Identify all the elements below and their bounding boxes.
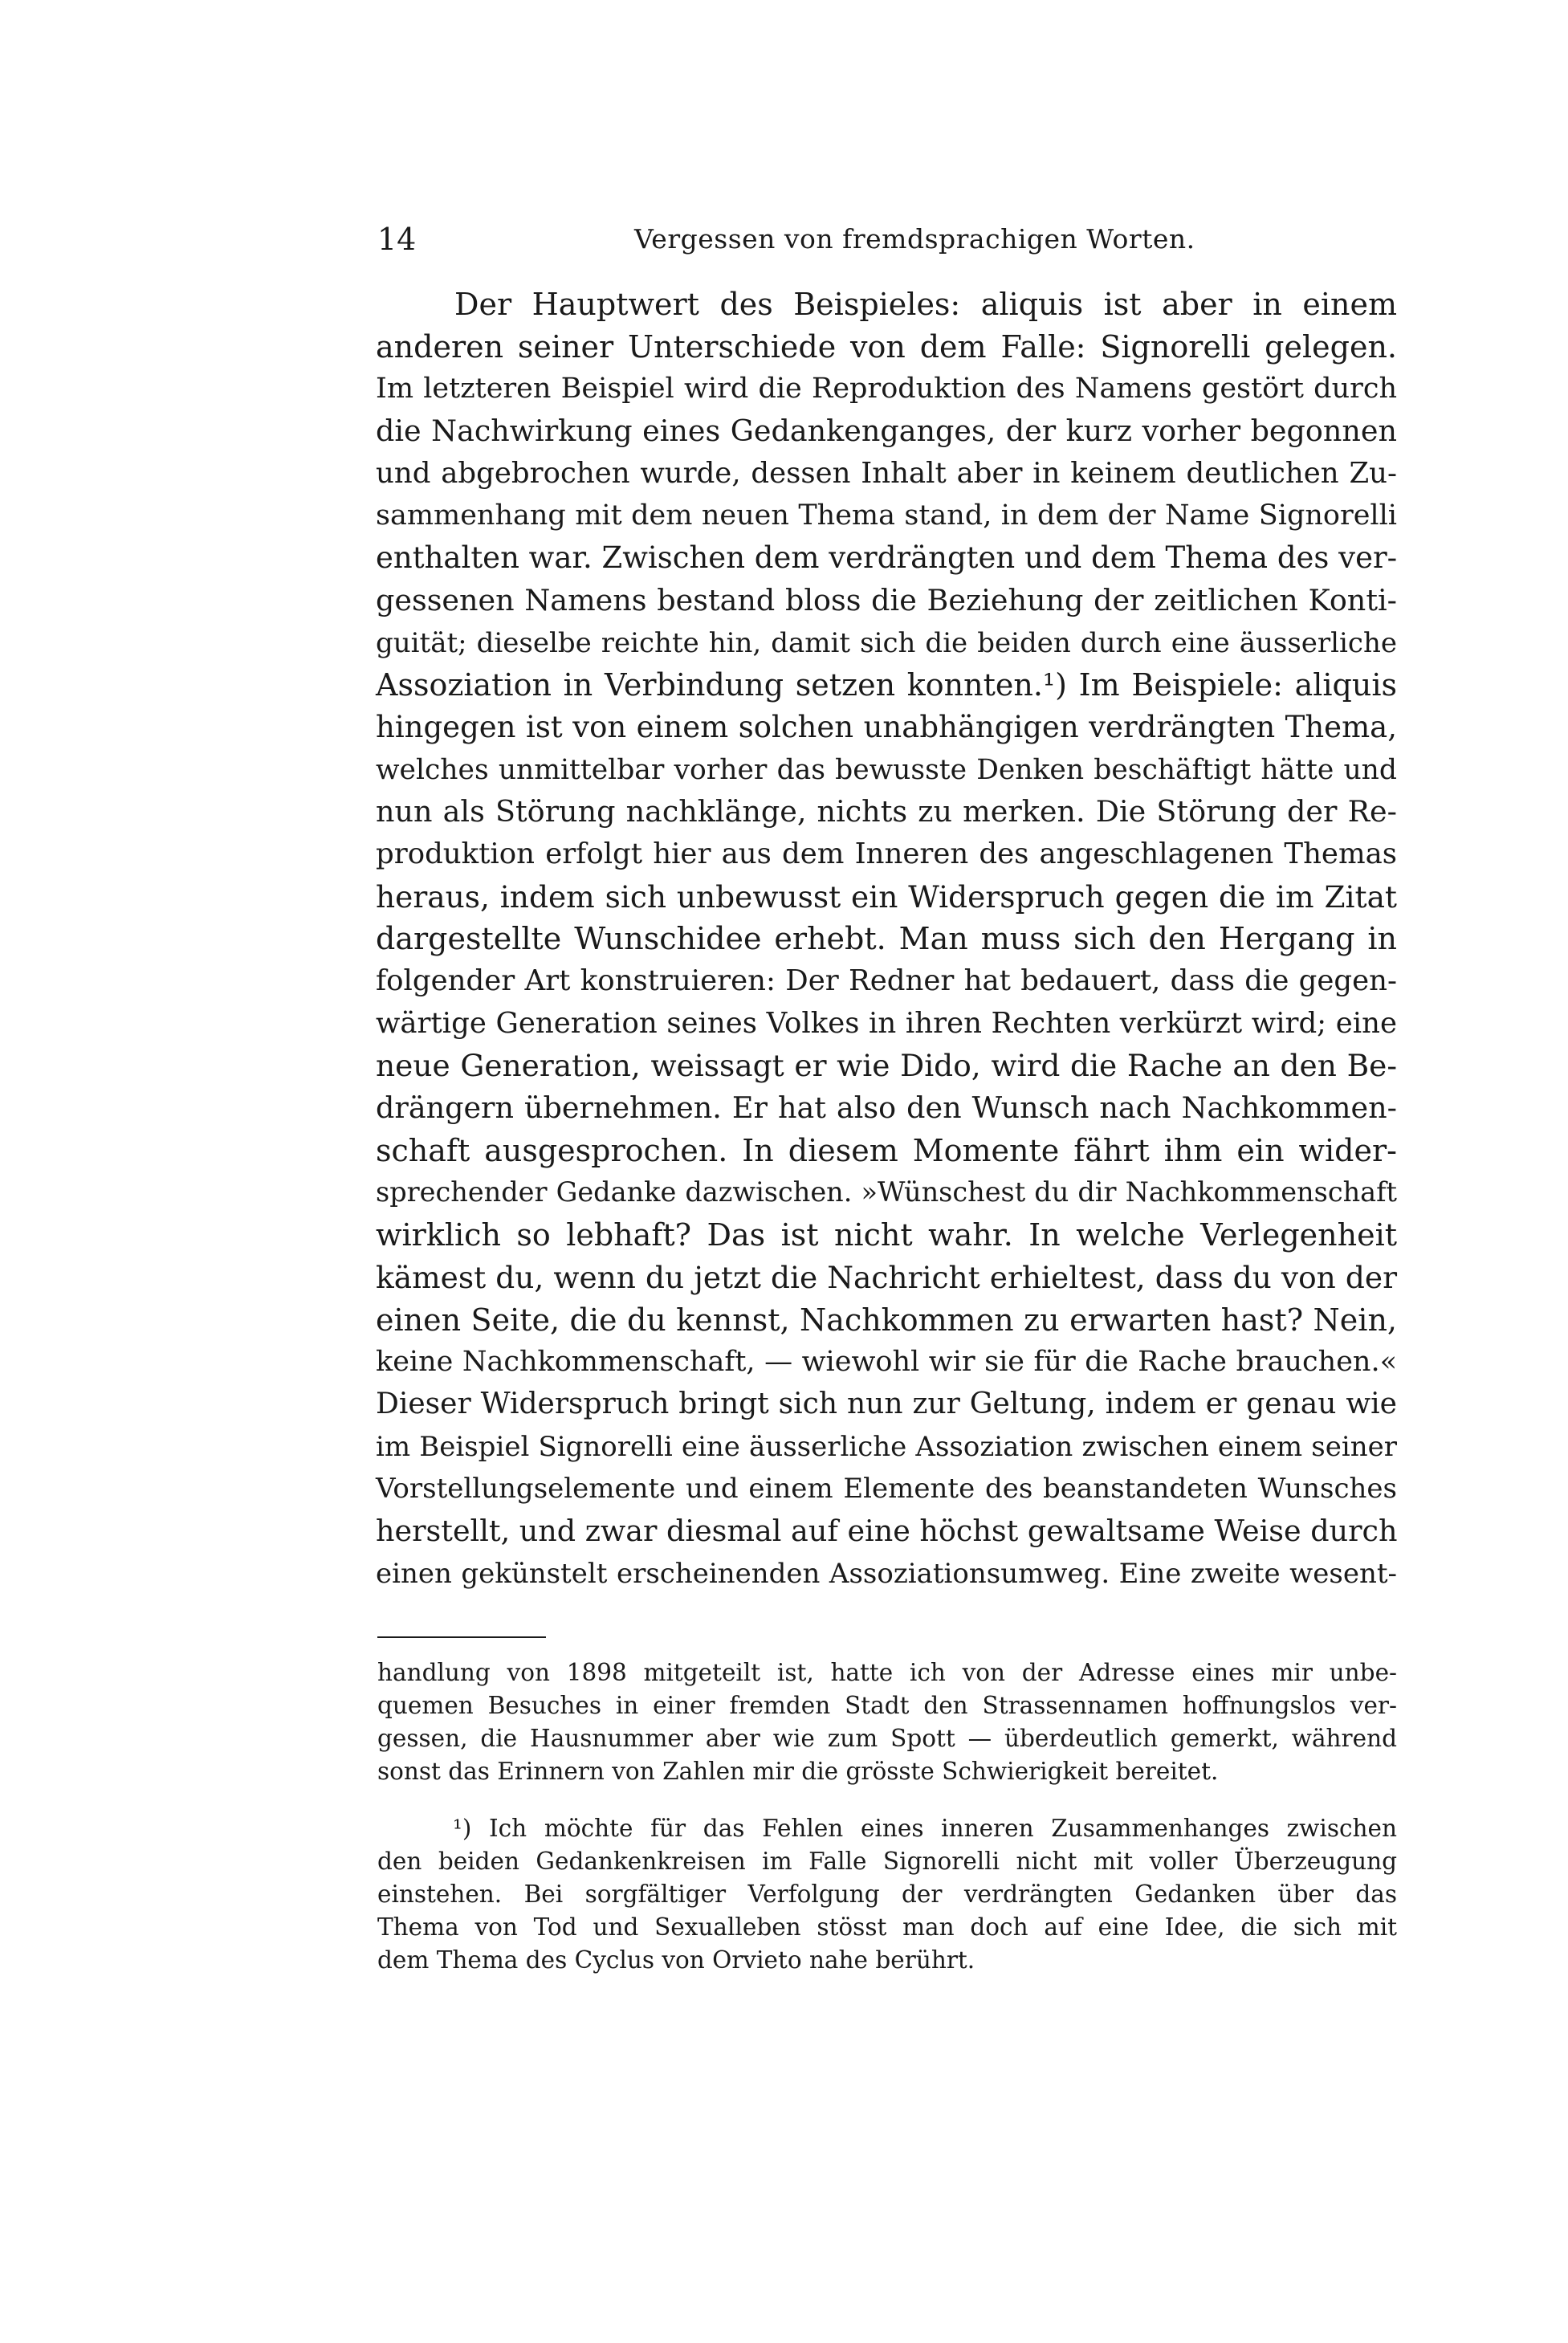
footnote-line: gessen, die Hausnummer aber wie zum Spott — überdeutlich gemerkt, während	[377, 1725, 1397, 1752]
text-line: hingegen ist von einem solchen unabhängigen verdrängten Thema,	[376, 709, 1397, 744]
running-title: Vergessen von fremdsprachigen Worten.	[634, 223, 1195, 255]
text-line: welches unmittelbar vorher das bewusste Denken beschäftigt hätte und	[376, 753, 1397, 786]
text-line: im Beispiel Signorelli eine äusserliche Assoziation zwischen einem seiner	[376, 1430, 1397, 1463]
text-line: einen Seite, die du kennst, Nachkommen zu erwarten hast? Nein,	[376, 1302, 1397, 1338]
text-line: die Nachwirkung eines Gedankenganges, der kurz vorher begonnen	[376, 414, 1397, 449]
text-line: kämest du, wenn du jetzt die Nachricht erhieltest, dass du von der	[376, 1259, 1397, 1295]
text-line: neue Generation, weissagt er wie Dido, wird die Rache an den Be-	[376, 1048, 1397, 1084]
text-line: Vorstellungselemente und einem Elemente des beanstandeten Wunsches	[376, 1473, 1397, 1506]
footnote-line: handlung von 1898 mitgeteilt ist, hatte ich von der Adresse eines mir unbe-	[377, 1659, 1397, 1686]
text-line: dargestellte Wunschidee erhebt. Man muss sich den Hergang in	[376, 921, 1397, 957]
text-line: Der Hauptwert des Beispieles: aliquis ist aber in einem	[454, 287, 1397, 322]
footnote-continued	[377, 1656, 1397, 1788]
footnote-line: dem Thema des Cyclus von Orvieto nahe berührt.	[377, 1946, 975, 1974]
text-line: drängern übernehmen. Er hat also den Wunsch nach Nachkommen-	[376, 1090, 1397, 1126]
text-line: einen gekünstelt erscheinenden Assoziationsumweg. Eine zweite wesent-	[376, 1557, 1397, 1590]
footnote-line: sonst das Erinnern von Zahlen mir die grösste Schwierigkeit bereitet.	[377, 1758, 1219, 1785]
footnotes	[377, 1656, 1397, 1977]
footnote-line: ¹) Ich möchte für das Fehlen eines inneren Zusammenhanges zwischen	[453, 1815, 1397, 1842]
text-line: wärtige Generation seines Volkes in ihren Rechten verkürzt wird; eine	[376, 1006, 1397, 1040]
footnote-line: Thema von Tod und Sexualleben stösst man doch auf eine Idee, die sich mit	[377, 1913, 1397, 1941]
text-line: enthalten war. Zwischen dem verdrängten und dem Thema des ver-	[376, 540, 1398, 576]
main-text	[376, 283, 1397, 1595]
text-line: Im letzteren Beispiel wird die Reproduktion des Namens gestört durch	[376, 373, 1397, 405]
text-line: wirklich so lebhaft? Das ist nicht wahr. In welche Verlegenheit	[376, 1217, 1397, 1253]
text-line: nun als Störung nachklänge, nichts zu merken. Die Störung der Re-	[376, 794, 1397, 829]
text-line: anderen seiner Unterschiede von dem Falle: Signorelli gelegen.	[376, 328, 1397, 365]
text-line: schaft ausgesprochen. In diesem Momente fährt ihm ein wider-	[376, 1132, 1397, 1168]
text-line: guität; dieselbe reichte hin, damit sich die beiden durch eine äusserliche	[376, 626, 1397, 659]
footnote-line: quemen Besuches in einer fremden Stadt den Strassennamen hoffnungslos ver-	[377, 1692, 1397, 1719]
text-line: Assoziation in Verbindung setzen konnten.¹) Im Beispiele: aliquis	[376, 667, 1397, 703]
text-line: folgender Art konstruieren: Der Redner hat bedauert, dass die gegen-	[376, 964, 1397, 997]
footnote-line: einstehen. Bei sorgfältiger Verfolgung der verdrängten Gedanken über das	[377, 1881, 1397, 1908]
page-header	[377, 215, 1413, 263]
text-line: sammenhang mit dem neuen Thema stand, in dem der Name Signorelli	[376, 499, 1397, 532]
footnote-1	[377, 1812, 1397, 1977]
text-line: heraus, indem sich unbewusst ein Widerspruch gegen die im Zitat	[376, 878, 1397, 915]
page-number: 14	[377, 222, 417, 257]
footnote-separator	[377, 1636, 546, 1638]
text-line: und abgebrochen wurde, dessen Inhalt aber in keinem deutlichen Zu-	[376, 456, 1397, 490]
text-line: produktion erfolgt hier aus dem Inneren des angeschlagenen Themas	[376, 837, 1397, 870]
text-line: gessenen Namens bestand bloss die Beziehung der zeitlichen Konti-	[376, 582, 1397, 617]
text-line: sprechender Gedanke dazwischen. »Wünschest du dir Nachkommenschaft	[376, 1176, 1397, 1208]
text-line: Dieser Widerspruch bringt sich nun zur Geltung, indem er genau wie	[376, 1387, 1397, 1420]
text-line: keine Nachkommenschaft, — wiewohl wir sie für die Rache brauchen.«	[376, 1346, 1397, 1379]
text-line: herstellt, und zwar diesmal auf eine höchst gewaltsame Weise durch	[376, 1513, 1398, 1548]
footnote-line: den beiden Gedankenkreisen im Falle Signorelli nicht mit voller Überzeugung	[377, 1848, 1397, 1875]
